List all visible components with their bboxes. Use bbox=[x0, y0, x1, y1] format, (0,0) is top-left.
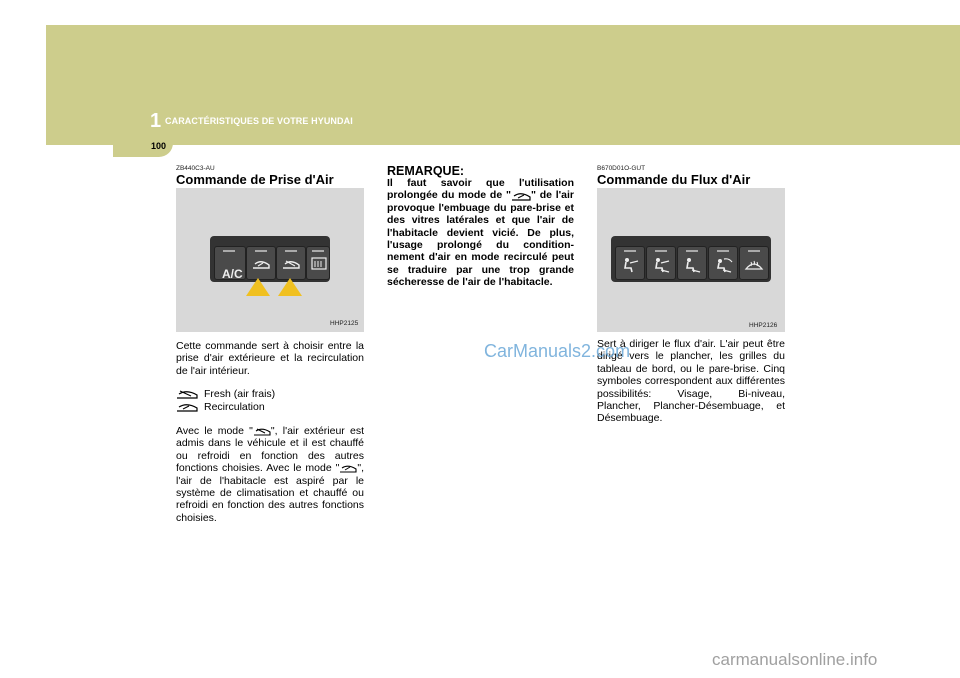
ac-button bbox=[214, 246, 246, 280]
rear-defrost-button bbox=[306, 246, 330, 280]
face-mode-button bbox=[615, 246, 645, 280]
defrost-mode-icon bbox=[744, 257, 764, 273]
legend-fresh-label: Fresh (air frais) bbox=[204, 388, 276, 400]
chapter-title: CARACTÉRISTIQUES DE VOTRE HYUNDAI bbox=[165, 116, 353, 126]
fresh-air-icon bbox=[281, 257, 301, 271]
floor-mode-button bbox=[677, 246, 707, 280]
floor-defrost-mode-icon bbox=[713, 257, 733, 273]
legend-fresh bbox=[176, 388, 275, 400]
bilevel-mode-icon bbox=[651, 257, 671, 273]
section-heading: Commande du Flux d'Air bbox=[597, 172, 751, 187]
floor-defrost-mode-button bbox=[708, 246, 738, 280]
mode-description: Avec le mode " ", l'air extérieur est admis dans le véhicule et il est chauffé ou refroidi en fonction des autres fonctions choisies. Avec le mode " ", l'air de l'habitacle est aspiré par le système de climatisation et chauffé ou refroidi en fonction des autres fonctions choisies. bbox=[176, 425, 364, 524]
watermark-bottom: carmanualsonline.info bbox=[712, 650, 878, 669]
chapter-number: 1 bbox=[150, 110, 162, 132]
section-heading: Commande de Prise d'Air bbox=[176, 172, 334, 187]
fresh-air-icon bbox=[176, 389, 198, 399]
rear-defrost-icon bbox=[311, 257, 327, 271]
recirculation-icon bbox=[251, 257, 271, 271]
legend-recirculation-label: Recirculation bbox=[204, 401, 265, 413]
ac-label: A/C bbox=[222, 267, 243, 281]
page-number: 100 bbox=[151, 141, 167, 151]
fresh-air-icon bbox=[253, 427, 271, 436]
section-code: ZB440C3-AU bbox=[176, 165, 215, 172]
defrost-mode-button bbox=[739, 246, 769, 280]
intake-control-photo bbox=[176, 188, 364, 332]
recirculation-icon bbox=[511, 191, 531, 201]
arrow-up-icon bbox=[276, 276, 304, 298]
header-band bbox=[46, 25, 960, 145]
control-panel bbox=[611, 236, 771, 282]
recirculation-icon bbox=[176, 402, 198, 412]
recirculation-icon bbox=[339, 464, 357, 473]
photo-code: HHP2125 bbox=[330, 320, 359, 327]
arrow-up-icon bbox=[244, 276, 272, 298]
note-title: REMARQUE: bbox=[387, 164, 465, 178]
airflow-description: Sert à diriger le flux d'air. L'air peut être dirigé vers le plancher, les grilles du tableau de bord, ou le pare-brise. Cinq symboles correspondent aux différentes possibilités: Visage, Bi-niveau, Plancher, Plancher-Désembuage, et Désembuage. bbox=[597, 338, 785, 425]
intake-description: Cette commande sert à choisir entre la prise d'air extérieure et la recirculation de l'air intérieur. bbox=[176, 340, 364, 377]
bilevel-mode-button bbox=[646, 246, 676, 280]
floor-mode-icon bbox=[682, 257, 702, 273]
section-code: B670D01O-GUT bbox=[597, 165, 646, 172]
airflow-control-photo bbox=[597, 188, 785, 332]
note-text: Il faut savoir que l'utilisation prolongée du mode de " " de l'air provoque l'embuage du pare-brise et des vitres latérales et que l'air de l'habitacle devient vicié. De plus, l'usage prolongé du condition-nement d'air en mode recirculé peut se traduire par une trop grande sécheresse de l'air de l'habitacle. bbox=[387, 177, 575, 289]
face-mode-icon bbox=[620, 257, 640, 273]
recirculation-button bbox=[246, 246, 276, 280]
watermark-top: CarManuals2.com bbox=[484, 341, 631, 361]
fresh-air-button bbox=[276, 246, 306, 280]
photo-code: HHP2126 bbox=[749, 322, 778, 329]
legend-recirculation bbox=[176, 401, 265, 413]
